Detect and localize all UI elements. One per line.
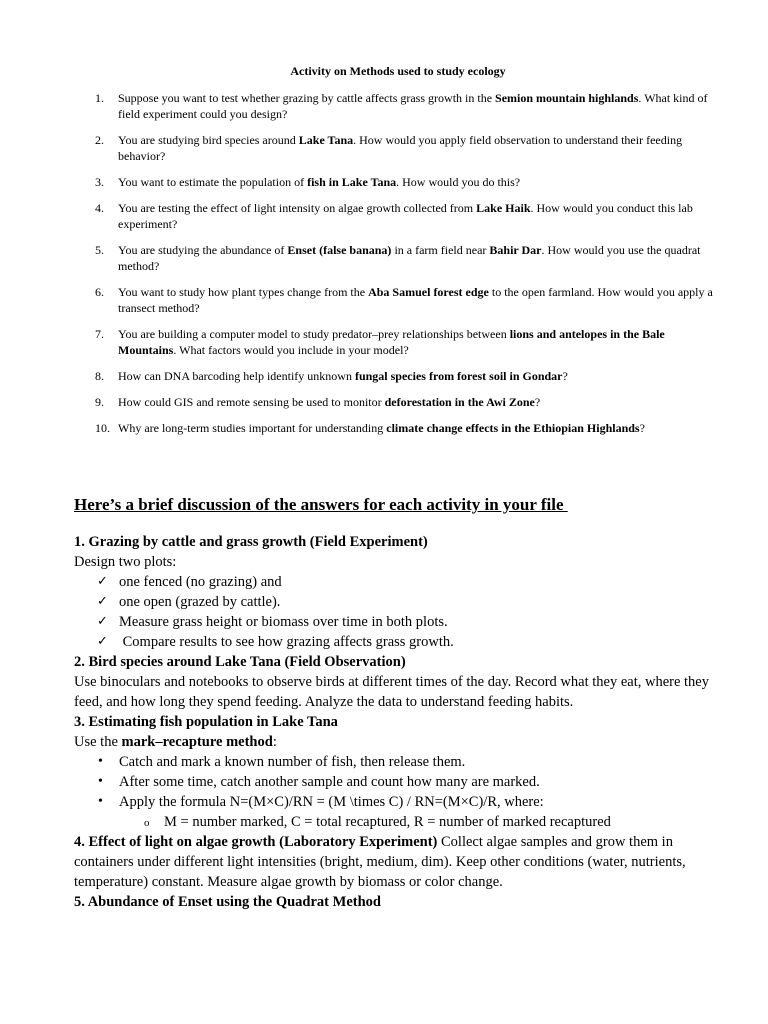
question-item [95, 394, 725, 410]
answer-4-heading: 4. Effect of light on algae growth (Laboratory Experiment) [74, 834, 438, 850]
question-item [95, 132, 725, 164]
checklist-item-text: Compare results to see how grazing affects grass growth. [119, 634, 454, 650]
question-text: ? [534, 395, 541, 409]
question-number: 10. [95, 421, 110, 435]
question-item [95, 420, 725, 436]
check-icon: ✓ [97, 594, 108, 609]
bullet-item-text: Catch and mark a known number of fish, then release them. [119, 754, 466, 770]
question-keyword: Lake Tana [298, 133, 354, 147]
checklist-item [74, 572, 724, 592]
checklist-item [74, 632, 724, 652]
question-text: How could GIS and remote sensing be used to monitor [118, 395, 385, 409]
checklist-item-text: one open (grazed by cattle). [119, 594, 281, 610]
question-number: 8. [95, 369, 104, 383]
question-number: 6. [95, 285, 104, 299]
answer-3-intro [74, 732, 724, 752]
answer-3-method-name: mark–recapture method [121, 734, 273, 750]
check-icon: ✓ [97, 634, 108, 649]
question-text: You are studying the abundance of [118, 243, 288, 257]
question-item [95, 242, 725, 274]
bullet-icon: • [98, 754, 103, 769]
checklist-item-text: one fenced (no grazing) and [119, 574, 282, 590]
sub-bullet-icon: o [144, 817, 150, 829]
check-icon: ✓ [97, 614, 108, 629]
answer-2-heading: 2. Bird species around Lake Tana (Field Observation) [74, 654, 406, 670]
bullet-icon: • [98, 794, 103, 809]
question-item [95, 174, 725, 190]
question-item [95, 326, 725, 358]
sub-item-text: M = number marked, C = total recaptured, R = number of marked recaptured [164, 814, 611, 830]
bullet-item-text: Apply the formula N=(M×C)/RN = (M \times C) / RN=(M×C)/R, where: [119, 794, 544, 810]
answer-3-sub-item [74, 812, 724, 832]
question-text: Why are long-term studies important for understanding [118, 421, 387, 435]
question-text: . How would you conduct this lab experiment? [118, 201, 693, 231]
answer-3-intro-text: Use the [74, 734, 122, 750]
question-text: ? [562, 369, 568, 383]
question-keyword: lions and antelopes in the Bale Mountains [118, 327, 665, 357]
answer-3-intro-colon: : [272, 734, 277, 750]
question-item [95, 90, 725, 122]
activity-title: Activity on Methods used to study ecology [290, 64, 506, 78]
question-number: 1. [95, 91, 104, 105]
question-text: You want to study how plant types change from the [118, 285, 369, 299]
answer-1-heading: 1. Grazing by cattle and grass growth (Field Experiment) [74, 534, 428, 550]
bullet-icon: • [98, 774, 103, 789]
activity-question-list [95, 90, 725, 436]
check-icon: ✓ [97, 574, 108, 589]
answer-4-text: Collect algae samples and grow them in containers under different light intensities (bright, medium, dim). Keep other conditions (water, nutrients, temperature) constant. Measure algae growth by biomass or color change. [74, 834, 686, 890]
discussion-heading: Here’s a brief discussion of the answers for each activity in your file [74, 495, 568, 514]
question-keyword: deforestation in the Awi Zone [384, 395, 535, 409]
answer-5-heading: 5. Abundance of Enset using the Quadrat Method [74, 894, 381, 910]
question-text: You want to estimate the population of [118, 175, 308, 189]
question-number: 4. [95, 201, 104, 215]
question-text: Suppose you want to test whether grazing by cattle affects grass growth in the [118, 91, 496, 105]
question-text: You are testing the effect of light intensity on algae growth collected from [118, 201, 477, 215]
question-number: 9. [95, 395, 104, 409]
question-text: . How would you use the quadrat method? [118, 243, 701, 273]
question-text: ? [639, 421, 645, 435]
question-item [95, 368, 725, 384]
checklist-item-text: Measure grass height or biomass over time in both plots. [119, 614, 448, 630]
question-keyword: climate change effects in the Ethiopian Highlands [386, 421, 640, 435]
question-item [95, 200, 725, 232]
question-number: 5. [95, 243, 104, 257]
question-keyword: Lake Haik [476, 201, 531, 215]
question-keyword: Aba Samuel forest edge [368, 285, 489, 299]
question-text: . How would you apply field observation to understand their feeding behavior? [118, 133, 683, 163]
question-text: . What factors would you include in your model? [173, 343, 409, 357]
answers-section [74, 532, 724, 912]
answer-1-intro: Design two plots: [74, 554, 177, 570]
bullet-item [74, 792, 724, 812]
question-text: You are building a computer model to study predator–prey relationships between [118, 327, 510, 341]
question-text: in a farm field near [391, 243, 490, 257]
question-item [95, 284, 725, 316]
checklist-item [74, 612, 724, 632]
question-keyword: fish in Lake Tana [307, 175, 397, 189]
question-keyword: Bahir Dar [489, 243, 542, 257]
checklist-item [74, 592, 724, 612]
answer-1-checklist [74, 572, 724, 652]
question-text: . What kind of field experiment could you design? [118, 91, 708, 121]
answer-4-paragraph [74, 832, 724, 892]
question-number: 2. [95, 133, 104, 147]
bullet-item [74, 772, 724, 792]
question-text: You are studying bird species around [118, 133, 299, 147]
question-text: How can DNA barcoding help identify unknown [118, 369, 355, 383]
question-keyword: Semion mountain highlands [495, 91, 639, 105]
question-text: . How would you do this? [396, 175, 521, 189]
bullet-item [74, 752, 724, 772]
answer-3-heading: 3. Estimating fish population in Lake Tana [74, 714, 338, 730]
bullet-item-text: After some time, catch another sample and count how many are marked. [119, 774, 540, 790]
question-text: to the open farmland. How would you apply a transect method? [118, 285, 713, 315]
question-keyword: fungal species from forest soil in Gondar [354, 369, 563, 383]
question-number: 7. [95, 327, 104, 341]
answer-3-bullets [74, 752, 724, 812]
question-number: 3. [95, 175, 104, 189]
answer-2-text: Use binoculars and notebooks to observe birds at different times of the day. Record what they eat, where they feed, and how long they spend feeding. Analyze the data to understand feeding habits. [74, 674, 709, 710]
question-keyword: Enset (false banana) [287, 243, 392, 257]
